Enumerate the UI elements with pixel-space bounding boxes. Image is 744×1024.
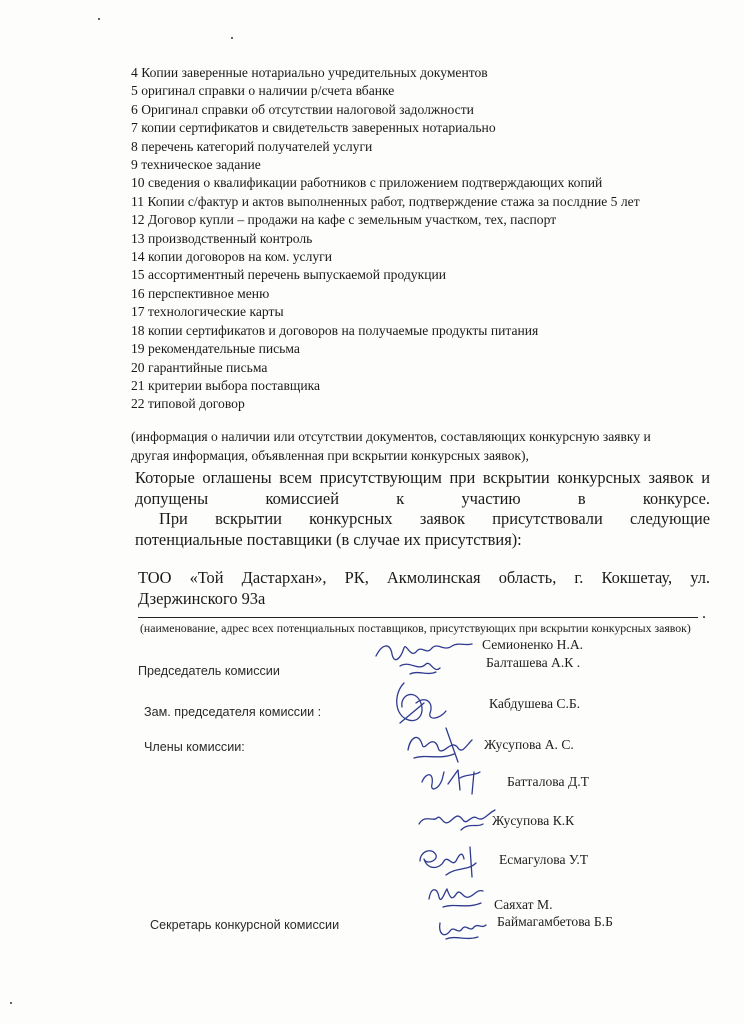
role-members: Члены комиссии: [144,740,245,754]
paragraph-line: Которые оглашены всем присутствующим при вскрытии конкурсных заявок и [135,468,710,487]
role-secretary: Секретарь конкурсной комиссии [150,918,340,932]
rule-caption: (наименование, адрес всех потенциальных поставщиков, присутствующих при вскрытии конкурсных заявок) [140,621,691,635]
member-name: Саяхат М. [494,897,553,912]
list-item: 14 копии договоров на ком. услуги [131,249,333,265]
role-deputy: Зам. председателя комиссии : [144,705,322,719]
supplier-line: Дзержинского 93а [138,589,266,608]
handwritten-signature [413,800,503,840]
list-item: 11 Копии с/фактур и актов выполненных работ, подтверждение стажа за послдние 5 лет [131,193,640,209]
list-item: 7 копии сертификатов и свидетельств заверенных нотариально [131,120,496,136]
list-item: 19 рекомендательные письма [131,341,300,357]
role-chairman: Председатель комиссии [138,664,280,678]
list-item: 10 сведения о квалификации работников с приложением подтверждающих копий [131,175,603,191]
list-item: 20 гарантийные письма [131,359,268,375]
info-note-line: (информация о наличии или отсутствии документов, составляющих конкурсную заявку и [131,429,651,444]
list-item: 12 Договор купли – продажи на кафе с земельным участком, тех, паспорт [131,212,557,228]
supplier-entry [138,567,710,609]
paragraph-line: При вскрытии конкурсных заявок присутствовали следующие [159,509,710,528]
list-item: 18 копии сертификатов и договоров на получаемые продукты питания [131,322,539,338]
list-item: 21 критерии выбора поставщика [131,377,321,393]
paragraph-line: допущены комиссией к участию в конкурсе. [135,489,710,508]
list-item: 15 ассортиментный перечень выпускаемой продукции [131,267,447,283]
info-note [131,427,711,465]
member-name: Батталова Д.Т [507,774,589,789]
list-item: 6 Оригинал справки об отсутствии налоговой задолжности [131,101,474,117]
handwritten-signature [416,760,496,800]
scan-speck [98,18,100,20]
list-item: 9 техническое задание [131,157,261,173]
list-item: 17 технологические карты [131,304,284,320]
handwritten-signature [410,837,490,881]
member-name: Семионенко Н.А. [482,637,584,652]
scan-speck [10,1002,12,1004]
rule-period: . [702,605,706,622]
list-item: 8 перечень категорий получателей услуги [131,138,373,154]
member-name: Балташева А.К . [486,655,581,670]
scan-speck [231,37,233,39]
member-name: Жусупова А. С. [484,737,574,752]
document-list [131,64,711,414]
list-item: 16 перспективное меню [131,285,270,301]
fill-in-rule [138,617,698,618]
info-note-line: другая информация, объявленная при вскрытии конкурсных заявок), [131,448,529,463]
member-name: Жусупова К.К [492,813,575,828]
attendance-paragraph [135,508,710,550]
member-name: Кабдушева С.Б. [489,696,581,711]
member-name: Есмагулова У.Т [499,852,589,867]
announcement-paragraph [135,467,710,509]
list-item: 4 Копии заверенные нотариально учредительных документов [131,65,488,80]
list-item: 22 типовой договор [131,396,245,412]
list-item: 13 производственный контроль [131,230,313,246]
paragraph-line: потенциальные поставщики (в случае их присутствия): [135,530,522,549]
member-name: Баймагамбетова Б.Б [497,914,613,929]
handwritten-signature [432,911,490,945]
handwritten-signature [423,877,493,913]
list-item: 5 оригинал справки о наличии р/счета вбанке [131,83,395,99]
supplier-line: ТОО «Той Дастархан», РК, Акмолинская область, г. Кокшетау, ул. [138,568,710,587]
